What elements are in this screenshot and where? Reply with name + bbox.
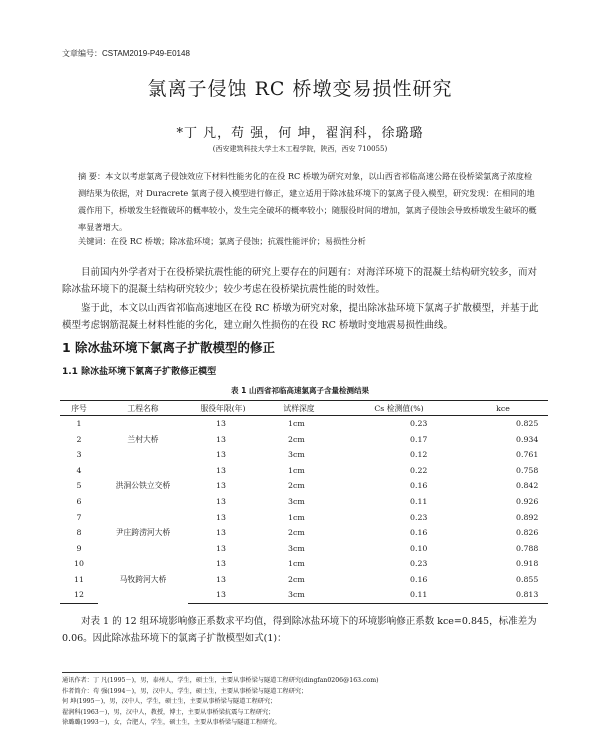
footnote-divider bbox=[62, 672, 232, 673]
no-cell: 2 bbox=[76, 434, 82, 444]
name-cell: 尹庄跨涝河大桥 bbox=[115, 528, 171, 538]
body-paragraph-1: 目前国内外学者对于在役桥梁抗震性能的研究上要存在的问题有：对海洋环境下的混凝土结构研究较多，而对除冰盐环境下的混凝土结构研究较少；较少考虑在役桥梁抗震性能的时效性。 bbox=[62, 267, 538, 295]
no-cell: 11 bbox=[74, 574, 84, 584]
table-row bbox=[60, 509, 548, 525]
k-cell: 0.788 bbox=[516, 543, 539, 553]
k-cell: 0.892 bbox=[516, 512, 539, 522]
footnotes bbox=[62, 676, 562, 729]
k-cell: 0.918 bbox=[516, 559, 539, 569]
table-body bbox=[60, 416, 548, 604]
k-cell: 0.855 bbox=[516, 574, 539, 584]
year-cell: 13 bbox=[216, 543, 226, 553]
chloride-table bbox=[60, 400, 548, 604]
body-paragraph-2: 鉴于此，本文以山西省祁临高速地区在役 RC 桥墩为研究对象，提出除冰盐环境下氯离子扩散模型，并基于此模型考虑钢筋混凝土材料性能的劣化，建立耐久性损伤的在役 RC 桥墩时变地震易损性曲线。 bbox=[62, 303, 539, 331]
footnote-line: 何 坤(1995－)，男，汉中人，学生，硕士生，主要从事桥梁与隧道工程研究； bbox=[62, 698, 277, 705]
year-cell: 13 bbox=[216, 497, 226, 506]
year-cell: 13 bbox=[216, 528, 226, 538]
k-cell: 0.761 bbox=[516, 450, 539, 460]
val-cell: 0.17 bbox=[410, 434, 428, 444]
no-cell: 6 bbox=[76, 497, 82, 506]
year-cell: 13 bbox=[216, 419, 226, 429]
val-cell: 0.22 bbox=[410, 465, 428, 475]
depth-cell: 1cm bbox=[288, 465, 305, 475]
val-cell: 0.23 bbox=[410, 512, 428, 522]
no-cell: 5 bbox=[76, 481, 82, 491]
paper-title: 氯离子侵蚀 RC 桥墩变易损性研究 bbox=[147, 78, 453, 100]
section-heading-1: 1 除冰盐环境下氯离子扩散模型的修正 bbox=[62, 340, 276, 355]
val-cell: 0.23 bbox=[410, 419, 428, 429]
val-cell: 0.23 bbox=[410, 559, 428, 569]
k-cell: 0.758 bbox=[516, 465, 539, 475]
val-cell: 0.16 bbox=[410, 528, 428, 538]
table-row bbox=[60, 556, 548, 572]
header-cell: 试样深度 bbox=[258, 401, 340, 416]
table-row bbox=[60, 416, 548, 432]
val-cell: 0.11 bbox=[410, 497, 428, 506]
no-cell: 8 bbox=[76, 528, 82, 538]
val-cell: 0.12 bbox=[410, 450, 428, 460]
table-header-row bbox=[60, 401, 548, 416]
table-caption: 表 1 山西省祁临高速氯离子含量检测结果 bbox=[231, 386, 369, 395]
k-cell: 0.813 bbox=[458, 587, 548, 603]
no-cell: 4 bbox=[76, 465, 82, 475]
year-cell: 13 bbox=[216, 512, 226, 522]
footnote-line: 翟润科(1963－)，男，汉中人，教授，博士，主要从事桥梁抗震与工程研究； bbox=[62, 708, 275, 716]
year-cell: 13 bbox=[216, 481, 226, 491]
k-cell: 0.826 bbox=[516, 528, 539, 538]
year-cell: 13 bbox=[216, 574, 226, 584]
k-cell: 0.934 bbox=[516, 434, 539, 444]
val-cell: 0.11 bbox=[340, 587, 458, 603]
body-paragraph-3: 对表 1 的 12 组环境影响修正系数求平均值，得到除冰盐环境下的环境影响修正系数 kce=0.845，标准差为 0.06。因此除冰盐环境下的氯离子扩散模型如式(1)： bbox=[62, 616, 537, 644]
year-cell: 13 bbox=[216, 434, 226, 444]
header-cell: Cs 检测值(%) bbox=[340, 401, 458, 416]
no-cell: 9 bbox=[76, 543, 82, 553]
abstract: 摘 要：本文以考虑氯离子侵蚀效应下材料性能劣化的在役 RC 桥墩为研究对象，以山西省祁临高速公路在役桥梁氯离子浓度检测结果为依据，对 Duracrete 氯离子侵入模型进行修正，建立适用于除冰盐环境下的氯离子侵入模型，研究发现：在相同的地震作用下，桥墩发生轻微破坏的概率较小，发生完全破坏的概率较小；随服役时间的增加，氯离子侵蚀会导致桥墩发生破坏的概率显著增大。 bbox=[78, 171, 537, 232]
depth-cell: 3cm bbox=[258, 587, 340, 603]
author-list: *丁 凡，苟 强，何 坤，翟润科，徐璐璐 bbox=[176, 126, 424, 141]
header-cell: kce bbox=[458, 401, 548, 416]
k-cell: 0.842 bbox=[516, 481, 539, 491]
author-affiliation: (西安建筑科技大学土木工程学院，陕西，西安 710055) bbox=[212, 145, 388, 153]
depth-cell: 1cm bbox=[288, 419, 305, 429]
table-row bbox=[60, 463, 548, 479]
depth-cell: 3cm bbox=[288, 497, 305, 506]
val-cell: 0.10 bbox=[410, 543, 428, 553]
header-cell: 工程名称 bbox=[98, 401, 188, 416]
header-cell: 序号 bbox=[60, 401, 98, 416]
header-cell: 服役年限(年) bbox=[188, 401, 258, 416]
subsection-heading-1-1: 1.1 除冰盐环境下氯离子扩散修正模型 bbox=[62, 367, 217, 377]
no-cell: 1 bbox=[76, 419, 82, 429]
year-cell: 13 bbox=[216, 450, 226, 460]
footnote-line: 徐璐璐(1993－)，女，合肥人，学生，硕士生，主要从事桥梁与隧道工程研究。 bbox=[62, 719, 281, 726]
depth-cell: 3cm bbox=[288, 450, 305, 460]
depth-cell: 3cm bbox=[288, 543, 305, 553]
footnote-line: 通讯作者：丁 凡(1995－)，男，泰州人，学生，硕士生，主要从事桥梁与隧道工程研究(dingfan0206@163.com) bbox=[62, 677, 379, 684]
footnote-line: 作者简介：苟 强(1994－)，男，汉中人，学生，硕士生，主要从事桥梁与隧道工程研究； bbox=[62, 687, 308, 695]
depth-cell: 2cm bbox=[288, 574, 305, 584]
no-cell: 10 bbox=[74, 559, 84, 569]
name-cell: 马牧跨河大桥 bbox=[119, 574, 167, 584]
year-cell: 13 bbox=[216, 559, 226, 569]
depth-cell: 1cm bbox=[288, 512, 305, 522]
year-cell: 13 bbox=[216, 465, 226, 475]
k-cell: 0.926 bbox=[516, 497, 539, 506]
val-cell: 0.16 bbox=[410, 481, 428, 491]
name-cell: 兰村大桥 bbox=[127, 434, 159, 444]
depth-cell: 2cm bbox=[288, 434, 305, 444]
val-cell: 0.16 bbox=[410, 574, 428, 584]
article-number: 文章编号：CSTAM2019-P49-E0148 bbox=[62, 49, 190, 58]
depth-cell: 1cm bbox=[288, 559, 305, 569]
year-cell: 13 bbox=[188, 587, 258, 603]
no-cell: 7 bbox=[76, 512, 82, 522]
no-cell: 12 bbox=[60, 587, 98, 603]
depth-cell: 2cm bbox=[288, 528, 305, 538]
depth-cell: 2cm bbox=[288, 481, 305, 491]
k-cell: 0.825 bbox=[516, 419, 539, 429]
no-cell: 3 bbox=[76, 450, 82, 460]
keywords: 关键词：在役 RC 桥墩；除冰盐环境；氯离子侵蚀；抗震性能评价；易损性分析 bbox=[78, 236, 366, 246]
name-cell: 洪洞公铁立交桥 bbox=[115, 481, 171, 491]
